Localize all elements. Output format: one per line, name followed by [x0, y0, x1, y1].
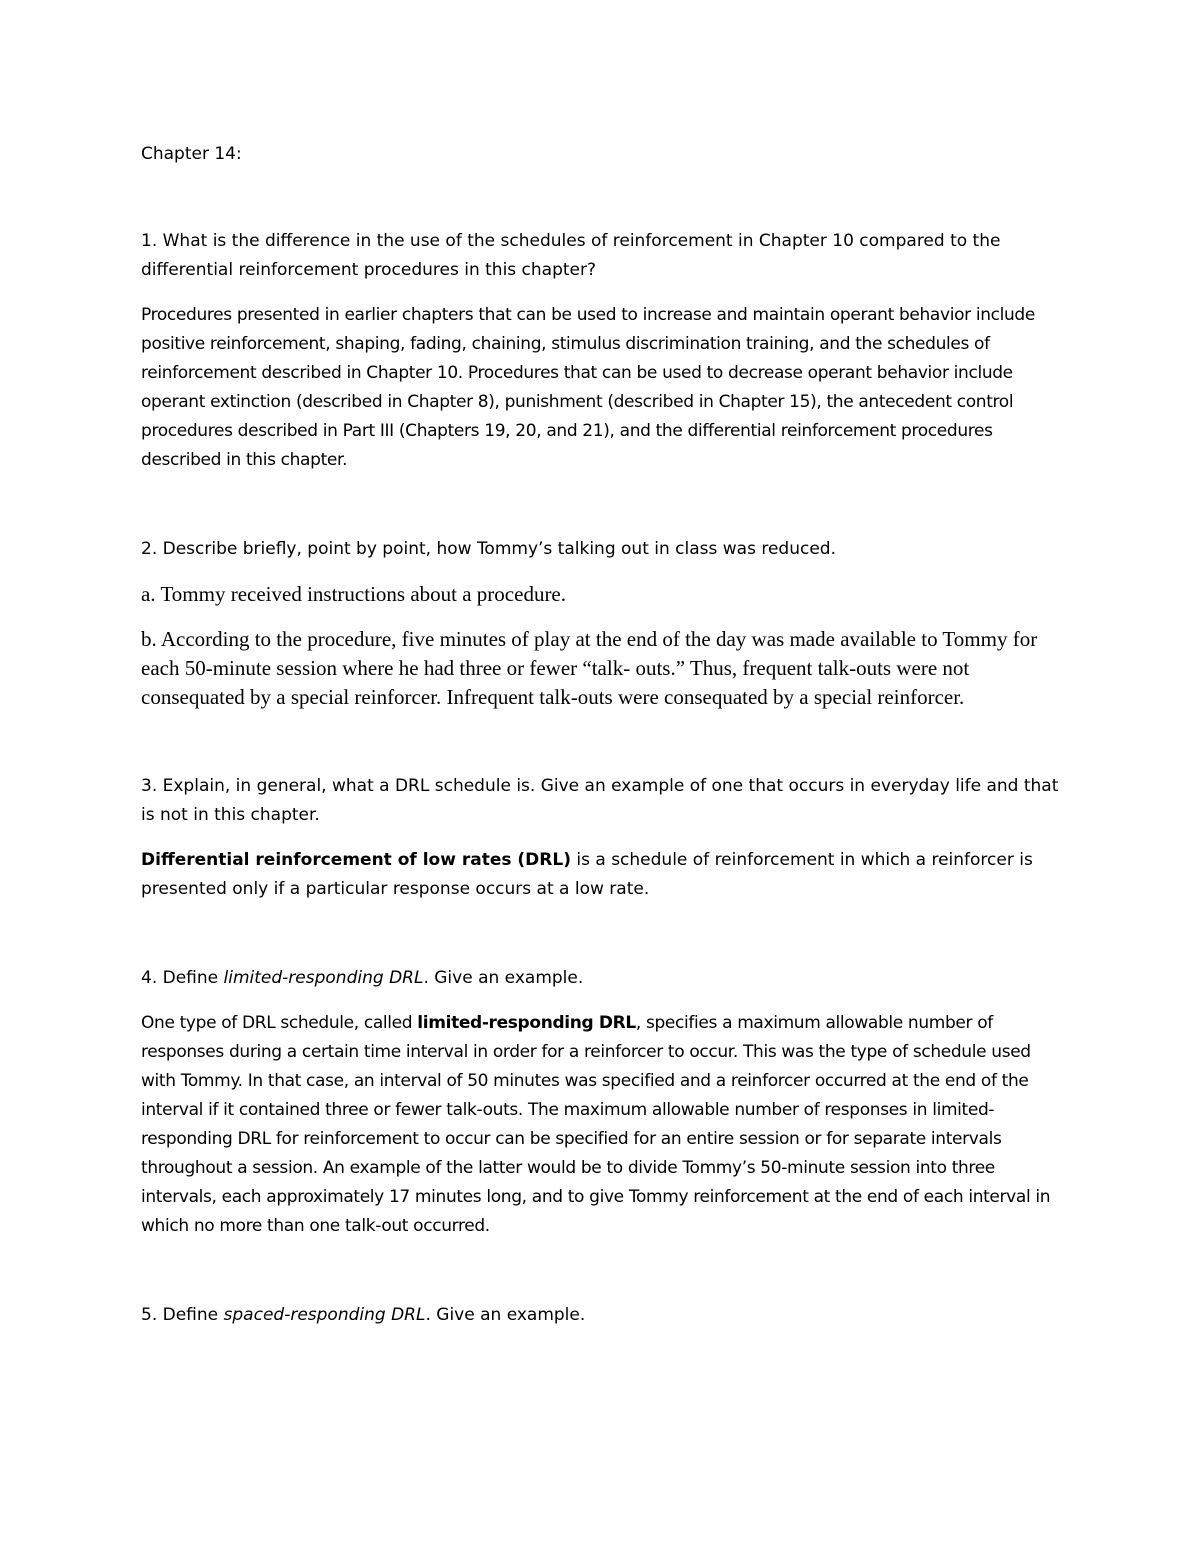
document-page [141, 140, 1061, 1330]
question-4 [141, 964, 1061, 993]
question-4-prefix: 4. Define [141, 968, 224, 988]
chapter-title: Chapter 14: [141, 144, 242, 164]
answer-4-prefix: One type of DRL schedule, called [141, 1013, 418, 1033]
answer-2b: b. According to the procedure, five minutes of play at the end of the day was made available to Tommy for each 50-minute session where he had three or fewer “talk- outs.” Thus, frequent talk-outs were not consequated by a special reinforcer. Infrequent talk-outs were consequated by a special reinforcer. [141, 627, 1038, 709]
question-5-prefix: 5. Define [141, 1305, 224, 1325]
answer-2a: a. Tommy received instructions about a procedure. [141, 582, 567, 606]
answer-3 [141, 846, 1061, 904]
question-5-suffix: . Give an example. [425, 1305, 586, 1325]
answer-3-text: is a schedule of reinforcement in which a reinforcer is presented only if a particular response occurs at a low rate. [141, 850, 1033, 899]
limited-responding-term: limited-responding DRL [417, 1013, 636, 1033]
drl-term: Differential reinforcement of low rates (DRL) [141, 850, 571, 870]
question-1: 1. What is the difference in the use of the schedules of reinforcement in Chapter 10 compared to the differential reinforcement procedures in this chapter? [141, 231, 1001, 280]
answer-1: Procedures presented in earlier chapters that can be used to increase and maintain operant behavior include positive reinforcement, shaping, fading, chaining, stimulus discrimination training, and the schedules of reinforcement described in Chapter 10. Procedures that can be used to decrease operant behavior include operant extinction (described in Chapter 8), punishment (described in Chapter 15), the antecedent control procedures described in Part III (Chapters 19, 20, and 21), and the differential reinforcement procedures described in this chapter. [141, 305, 1035, 470]
question-4-term: limited-responding DRL [223, 968, 424, 988]
answer-4 [141, 1009, 1061, 1241]
question-4-suffix: . Give an example. [423, 968, 584, 988]
question-5 [141, 1301, 1061, 1330]
answer-4-text: , specifies a maximum allowable number of responses during a certain time interval in order for a reinforcer to occur. This was the type of schedule used with Tommy. In that case, an interval of 50 minutes was specified and a reinforcer occurred at the end of the interval if it contained three or fewer talk-outs. The maximum allowable number of responses in limited-responding DRL for reinforcement to occur can be specified for an entire session or for separate intervals throughout a session. An example of the latter would be to divide Tommy’s 50-minute session into three intervals, each approximately 17 minutes long, and to give Tommy reinforcement at the end of each interval in which no more than one talk-out occurred. [141, 1013, 1051, 1236]
question-2: 2. Describe briefly, point by point, how Tommy’s talking out in class was reduced. [141, 539, 836, 559]
question-3: 3. Explain, in general, what a DRL schedule is. Give an example of one that occurs in everyday life and that is not in this chapter. [141, 776, 1059, 825]
question-5-term: spaced-responding DRL [223, 1305, 426, 1325]
